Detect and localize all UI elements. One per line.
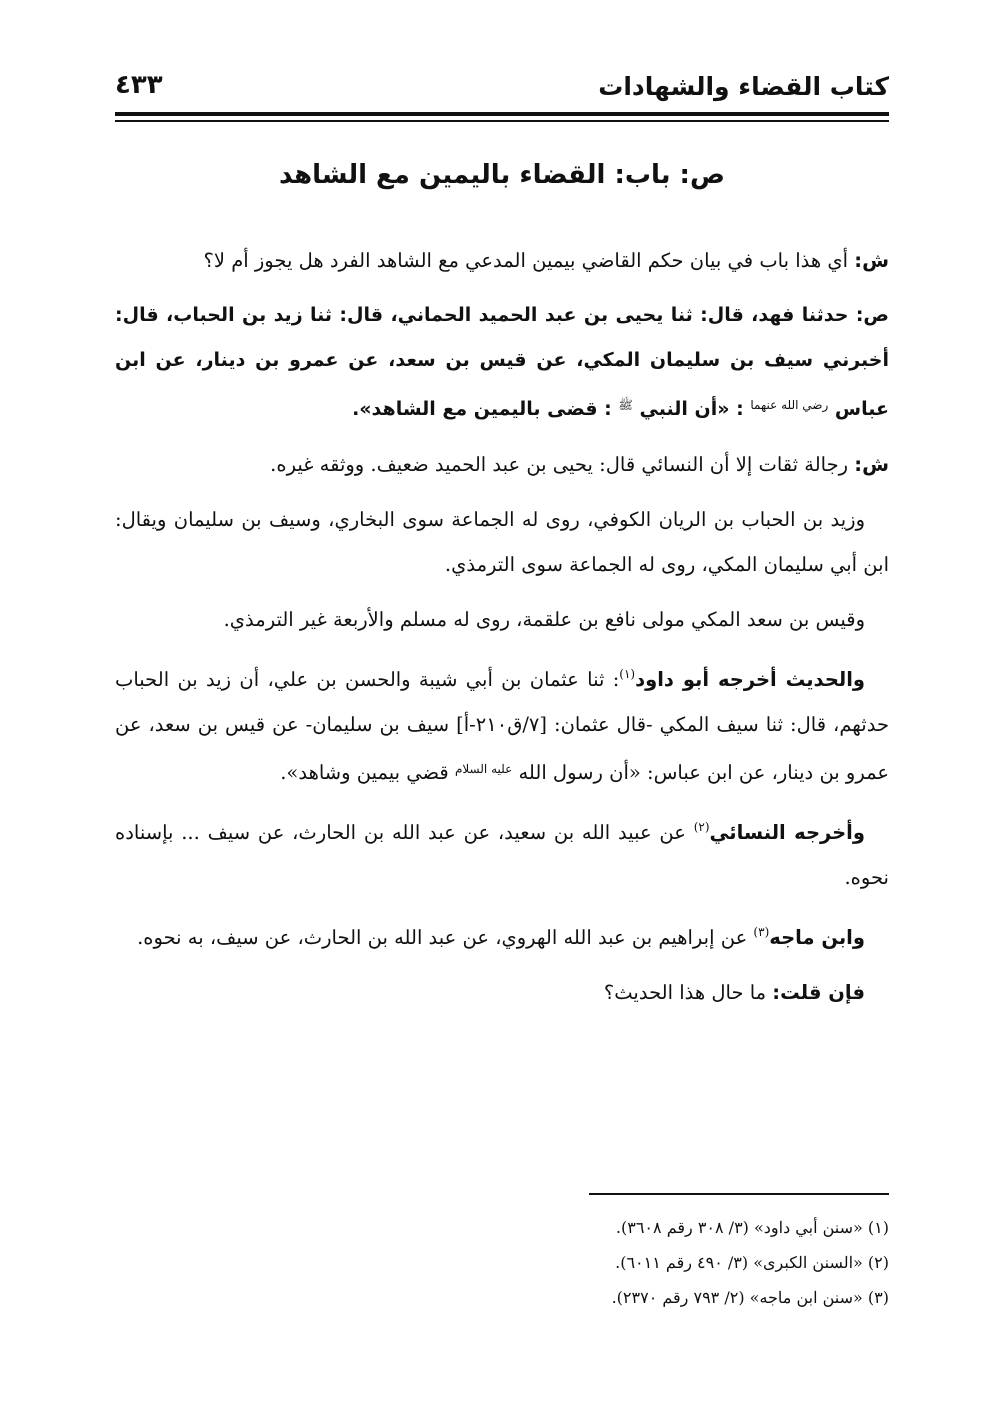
paragraph-ibn-majah <box>115 910 889 960</box>
header-rule-thick <box>115 112 889 116</box>
book-page <box>115 0 889 1417</box>
footnote-1: (١) «سنن أبي داود» (٣/ ٣٠٨ رقم ٣٦٠٨). <box>615 1218 889 1237</box>
chapter-heading: ص: باب: القضاء باليمين مع الشاهد <box>279 160 725 190</box>
paragraph-lead: ش: <box>854 453 889 476</box>
paragraph-text: أي هذا باب في بيان حكم القاضي بيمين المدعي مع الشاهد الفرد هل يجوز أم لا؟ <box>203 249 855 272</box>
paragraph-lead: وابن ماجه <box>769 926 865 949</box>
paragraph-text: عن إبراهيم بن عبد الله الهروي، عن عبد الله بن الحارث، عن سيف، به نحوه. <box>137 926 754 949</box>
running-title: كتاب القضاء والشهادات <box>598 72 889 101</box>
paragraph-explanation-intro <box>115 238 889 283</box>
paragraph-text: وقيس بن سعد المكي مولى نافع بن علقمة، روى له مسلم والأربعة غير الترمذي. <box>223 608 865 631</box>
footnote-3: (٣) «سنن ابن ماجه» (٢/ ٧٩٣ رقم ٢٣٧٠). <box>611 1288 889 1307</box>
paragraph-lead: فإن قلت: <box>772 981 865 1004</box>
paragraph-text: حدثنا فهد، قال: ثنا يحيى بن عبد الحميد الحماني، قال: ثنا زيد بن الحباب، قال: أخبرني سيف بن سليمان المكي، عن قيس بن سعد، عن عمرو بن دينار، عن ابن عباس <box>115 304 889 420</box>
footnote-ref: (٢) <box>693 820 710 834</box>
paragraph-text: قضي بيمين وشاهد». <box>280 761 455 784</box>
footnote-ref: (٣) <box>753 925 770 939</box>
body-text <box>115 238 889 1025</box>
paragraph-text: وزيد بن الحباب بن الريان الكوفي، روى له الجماعة سوى البخاري، وسيف بن سليمان ويقال: ابن أبي سليمان المكي، روى له الجماعة سوى الترمذي. <box>115 508 889 576</box>
paragraph-lead: والحديث أخرجه أبو داود <box>635 668 866 691</box>
page-header <box>115 64 889 104</box>
header-rule-thin <box>115 120 889 122</box>
footnote-2: (٢) «السنن الكبرى» (٣/ ٤٩٠ رقم ٦٠١١). <box>615 1253 889 1272</box>
paragraph-question <box>115 970 889 1015</box>
paragraph-lead: وأخرجه النسائي <box>709 821 865 844</box>
paragraph-qays <box>115 597 889 642</box>
footnote-ref: (١) <box>619 667 636 681</box>
paragraph-text: : «أن النبي <box>639 398 744 420</box>
paragraph-text: : قضى باليمين مع الشاهد». <box>352 398 612 420</box>
paragraph-narrators <box>115 442 889 487</box>
paragraph-hadith-text <box>115 293 889 432</box>
paragraph-text: عن عبيد الله بن سعيد، عن عبد الله بن الحارث، عن سيف ... بإسناده نحوه. <box>115 821 889 889</box>
honorific-mark: عليه السلام <box>454 762 513 776</box>
paragraph-zaid <box>115 497 889 587</box>
footnotes <box>115 1210 889 1315</box>
paragraph-nasai <box>115 805 889 900</box>
paragraph-text: رجالة ثقات إلا أن النسائي قال: يحيى بن عبد الحميد ضعيف. ووثقه غيره. <box>270 453 855 476</box>
paragraph-text: ما حال هذا الحديث؟ <box>603 981 773 1004</box>
paragraph-text: : ثنا عثمان بن أبي شيبة والحسن بن علي، أن زيد بن الحباب حدثهم، قال: ثنا سيف المكي -قال عثمان: [٧/ق٢١٠-أ] سيف بن سليمان- عن قيس بن سعد، عن عمرو بن دينار، عن ابن عباس: «أن رسول الله <box>115 668 889 784</box>
paragraph-lead: ش: <box>854 249 889 272</box>
paragraph-abu-dawud <box>115 652 889 795</box>
honorific-mark: رضي الله عنهما <box>750 398 829 412</box>
footnote-separator <box>589 1193 889 1195</box>
paragraph-lead: ص: <box>855 304 889 326</box>
page-number: ٤٣٣ <box>115 70 163 100</box>
honorific-mark: ﷺ <box>618 398 633 412</box>
